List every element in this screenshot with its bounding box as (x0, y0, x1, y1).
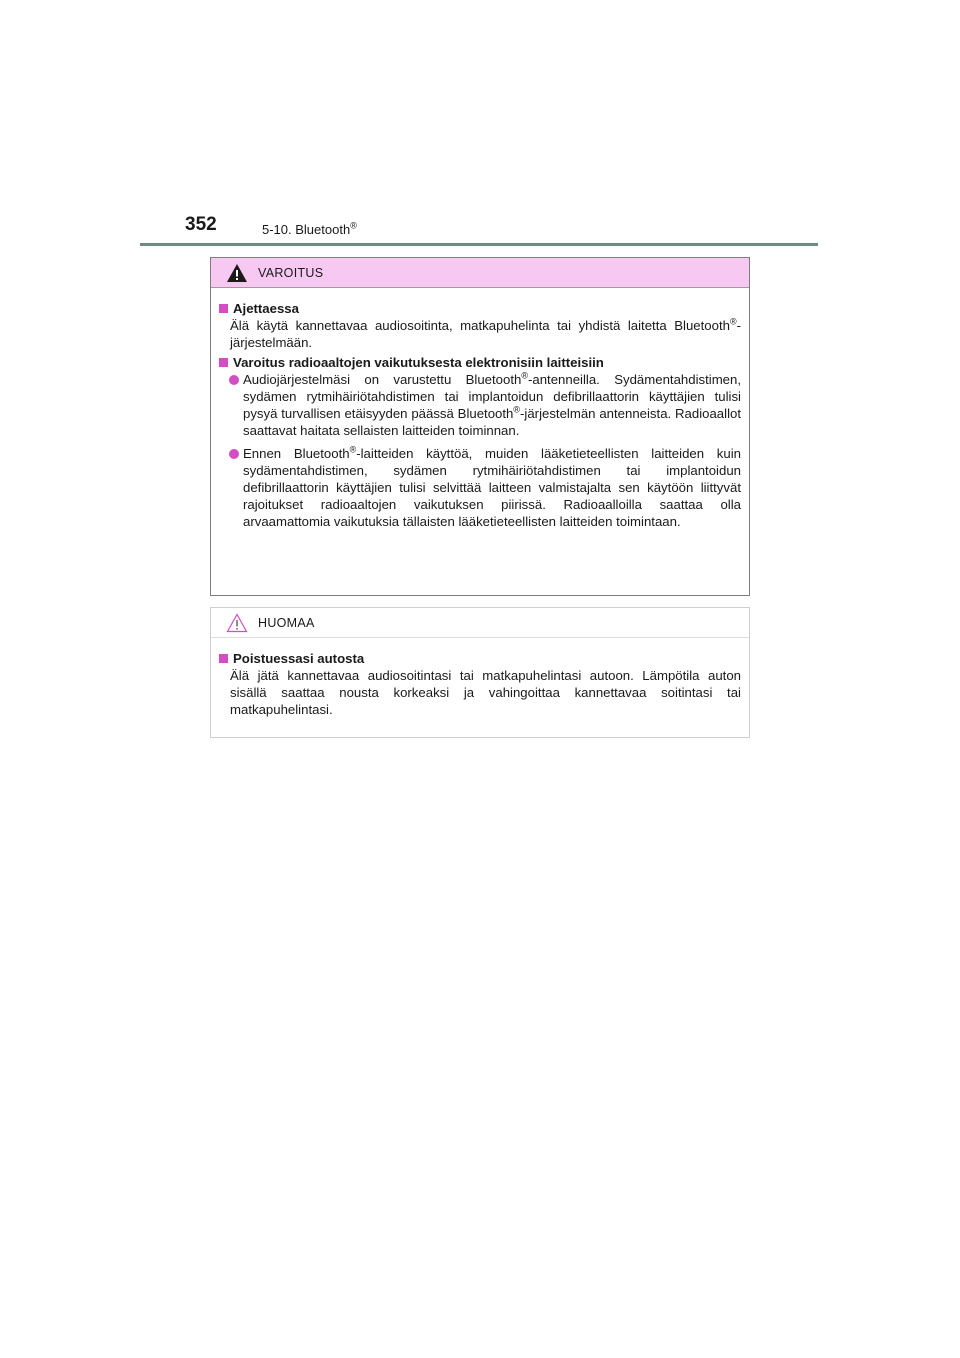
registered-mark: ® (350, 220, 357, 231)
square-bullet-icon (219, 304, 228, 313)
bullet-item (229, 445, 741, 530)
topic-heading (218, 650, 741, 667)
bullet-text (243, 445, 741, 530)
page-header (0, 0, 960, 250)
section-title-text: 5-10. Bluetooth (262, 222, 351, 237)
warning-body (211, 288, 749, 530)
caution-body (211, 638, 749, 718)
registered-mark: ® (729, 316, 737, 327)
square-bullet-icon (219, 358, 228, 367)
caution-label: HUOMAA (258, 616, 315, 630)
warning-header (211, 258, 749, 288)
caution-triangle-outline-icon (226, 613, 248, 633)
bullet-text-part: -laitteiden käyttöä, muiden lääketieteellisten laitteiden kuin sydämentahdistimen, sydämen rytmihäiriötahdistimen tai implantoidun defibrillaattorin käyttäjien tulisi selvittää laitteen valmistajalta sen käytöön liittyvät rajoitukset radioaaltojen vaikutuksen piirissä. Radioaalloilla saattaa olla arvaamattomia vaikutuksia tällaisten lääketieteellisten laitteiden toimintaan. (243, 446, 741, 529)
bullet-text-part: -antenneilla. Sydämentahdistimen, sydämen rytmihäiriötahdistimen tai implantoidun defibrillaattorin käyttäjien tulisi pysyä turvallisen etäisyyden päässä Bluetooth (243, 372, 742, 421)
round-bullet-icon (229, 375, 239, 385)
topic-title: Varoitus radioaaltojen vaikutuksesta elektronisiin laitteisiin (233, 355, 604, 370)
caution-box (210, 607, 750, 738)
registered-mark: ® (513, 404, 521, 415)
page-number: 352 (185, 214, 217, 235)
header-rule (140, 243, 818, 246)
topic-title: Ajettaessa (233, 301, 299, 316)
paragraph-text: Älä käytä kannettavaa audiosoitinta, matkapuhelinta tai yhdistä laitetta Bluetooth (230, 318, 730, 333)
registered-mark: ® (521, 370, 528, 381)
topic-paragraph: Älä jätä kannettavaa audiosoitintasi tai matkapuhelintasi autoon. Lämpötila auton sisällä saattaa nousta korkeaksi ja vahingoittaa kannettavaa soitintasi tai matkapuhelintasi. (230, 668, 741, 717)
bullet-item (229, 371, 741, 439)
warning-triangle-icon (226, 263, 248, 283)
warning-label: VAROITUS (258, 266, 324, 280)
bullet-text-part: -järjestelmän antenneista. Radioaallot saattavat haitata sellaisten laitteiden toiminnan. (243, 406, 741, 438)
paragraph-text: -järjestelmään. (230, 318, 741, 350)
topic-title: Poistuessasi autosta (233, 651, 365, 666)
topic-paragraph (230, 317, 741, 351)
topic-heading (218, 300, 741, 317)
bullet-text-part: Audiojärjestelmäsi on varustettu Bluetooth (243, 372, 522, 387)
round-bullet-icon (229, 449, 239, 459)
bullet-text (243, 371, 741, 439)
square-bullet-icon (219, 654, 228, 663)
warning-box (210, 257, 750, 596)
registered-mark: ® (349, 444, 357, 455)
section-title (262, 222, 357, 237)
topic-heading (218, 354, 741, 371)
bullet-text-part: Ennen Bluetooth (243, 446, 350, 461)
caution-header (211, 608, 749, 638)
